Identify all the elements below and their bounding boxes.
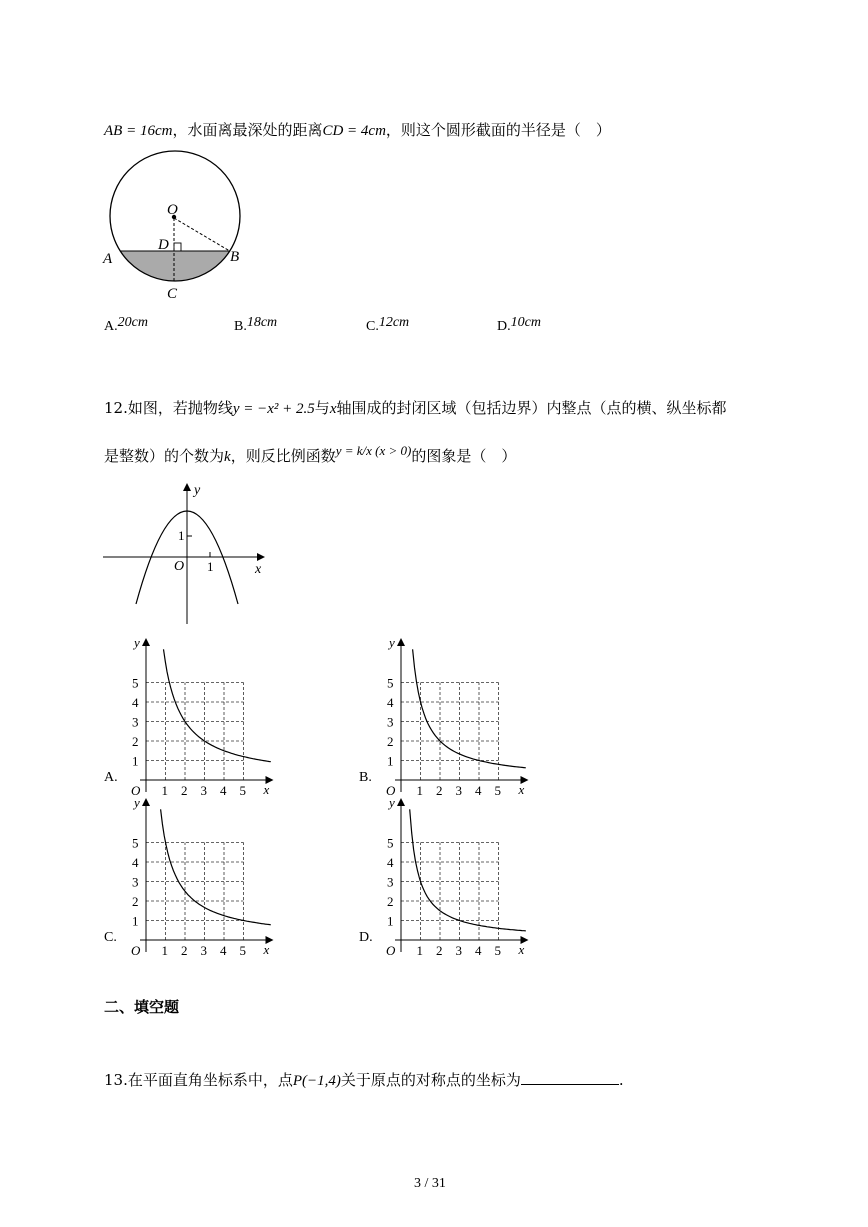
option-graph-c bbox=[110, 795, 280, 958]
svg-text:x: x bbox=[255, 562, 262, 577]
option-graph-a bbox=[110, 635, 280, 798]
x-tick-label: 3 bbox=[455, 783, 462, 798]
label-B: B bbox=[230, 249, 240, 265]
svg-text:y: y bbox=[194, 483, 201, 498]
y-tick-label: 1 bbox=[132, 753, 139, 769]
option-graph-d bbox=[365, 795, 535, 958]
x-tick-label: 3 bbox=[455, 943, 462, 958]
y-tick-label: 1 bbox=[387, 913, 394, 929]
y-tick-label: 4 bbox=[387, 855, 394, 870]
y-tick-label: 1 bbox=[132, 913, 139, 929]
cd-expression: CD = 4cm bbox=[322, 123, 386, 139]
q12-stem-line2: 是整数）的个数为k，则反比例函数y = k/x (x > 0)的图象是（ ） bbox=[104, 443, 517, 465]
origin-label: O bbox=[131, 783, 141, 798]
label-D: D bbox=[158, 237, 169, 253]
x-tick-label: 1 bbox=[161, 943, 168, 958]
option-graph-b bbox=[365, 635, 535, 798]
y-tick-label: 5 bbox=[387, 675, 394, 691]
y-tick-label: 2 bbox=[132, 894, 139, 909]
option-letter: D. bbox=[359, 930, 373, 945]
inverse-function: y = k/x (x > 0) bbox=[335, 443, 412, 458]
section-title: 二、填空题 bbox=[104, 998, 180, 1016]
y-tick-label: 3 bbox=[387, 874, 394, 890]
svg-text:O: O bbox=[174, 559, 185, 574]
x-tick-label: 1 bbox=[416, 783, 423, 798]
x-tick-label: 1 bbox=[416, 943, 423, 958]
hyperbola-curve bbox=[164, 649, 271, 761]
x-tick-label: 2 bbox=[181, 943, 188, 958]
label-O: O bbox=[167, 202, 178, 218]
x-tick-label: 5 bbox=[239, 783, 246, 798]
circle-figure bbox=[100, 160, 250, 300]
y-axis-label: y bbox=[134, 795, 140, 810]
y-tick-label: 4 bbox=[132, 855, 139, 870]
y-tick-label: 4 bbox=[387, 695, 394, 710]
y-tick-label: 5 bbox=[387, 835, 394, 851]
origin-label: O bbox=[386, 943, 396, 958]
q11-stem: AB = 16cm，水面离最深处的距离CD = 4cm，则这个圆形截面的半径是（ ） bbox=[104, 121, 611, 139]
x-axis-label: x bbox=[263, 782, 270, 797]
x-axis-label: x bbox=[518, 782, 525, 797]
y-tick-label: 5 bbox=[132, 675, 139, 691]
y-axis-label: y bbox=[134, 635, 140, 650]
y-axis-label: y bbox=[389, 635, 395, 650]
y-tick-label: 3 bbox=[387, 714, 394, 730]
x-tick-label: 2 bbox=[436, 783, 443, 798]
page-number: 3 / 31 bbox=[414, 1176, 446, 1191]
y-tick-label: 5 bbox=[132, 835, 139, 851]
x-tick-label: 5 bbox=[494, 943, 501, 958]
x-tick-label: 4 bbox=[475, 783, 482, 798]
svg-text:1: 1 bbox=[178, 528, 185, 543]
x-axis-label: x bbox=[518, 942, 525, 957]
y-tick-label: 4 bbox=[132, 695, 139, 710]
origin-label: O bbox=[131, 943, 141, 958]
option-letter: C. bbox=[104, 930, 117, 945]
q12-stem-line1: 12.如图，若抛物线y = −x² + 2.5与x轴围成的封闭区域（包括边界）内整点（点的横、纵坐标都 bbox=[104, 399, 727, 417]
x-tick-label: 3 bbox=[200, 943, 207, 958]
svg-text:1: 1 bbox=[207, 559, 214, 574]
q13-stem: 13.在平面直角坐标系中，点P(−1,4)关于原点的对称点的坐标为 . bbox=[104, 1071, 624, 1089]
hyperbola-curve bbox=[413, 649, 526, 768]
x-axis-label: x bbox=[263, 942, 270, 957]
parabola-expression: y = −x² + 2.5 bbox=[232, 401, 315, 417]
answer-blank[interactable] bbox=[521, 1070, 619, 1085]
origin-label: O bbox=[386, 783, 396, 798]
hyperbola-curve bbox=[161, 809, 271, 925]
y-tick-label: 1 bbox=[387, 753, 394, 769]
x-tick-label: 5 bbox=[494, 783, 501, 798]
parabola-figure bbox=[100, 480, 275, 630]
x-tick-label: 5 bbox=[239, 943, 246, 958]
y-tick-label: 3 bbox=[132, 714, 139, 730]
point-p: P(−1,4) bbox=[292, 1073, 341, 1089]
y-axis-label: y bbox=[389, 795, 395, 810]
y-tick-label: 2 bbox=[387, 894, 394, 909]
x-tick-label: 4 bbox=[220, 943, 227, 958]
q11-option-b: B.18cm bbox=[234, 315, 278, 334]
option-letter: A. bbox=[104, 770, 118, 785]
label-A: A bbox=[103, 251, 113, 267]
label-C: C bbox=[167, 286, 178, 302]
q11-option-a: A.20cm bbox=[104, 315, 148, 334]
q11-option-d: D.10cm bbox=[497, 315, 541, 334]
x-tick-label: 3 bbox=[200, 783, 207, 798]
hyperbola-curve bbox=[410, 809, 526, 931]
ab-expression: AB = 16cm bbox=[104, 123, 173, 139]
y-tick-label: 2 bbox=[132, 734, 139, 749]
x-tick-label: 1 bbox=[161, 783, 168, 798]
q11-option-c: C.12cm bbox=[366, 315, 410, 334]
y-tick-label: 2 bbox=[387, 734, 394, 749]
x-tick-label: 2 bbox=[436, 943, 443, 958]
y-tick-label: 3 bbox=[132, 874, 139, 890]
x-tick-label: 4 bbox=[220, 783, 227, 798]
x-tick-label: 2 bbox=[181, 783, 188, 798]
option-letter: B. bbox=[359, 770, 372, 785]
x-tick-label: 4 bbox=[475, 943, 482, 958]
